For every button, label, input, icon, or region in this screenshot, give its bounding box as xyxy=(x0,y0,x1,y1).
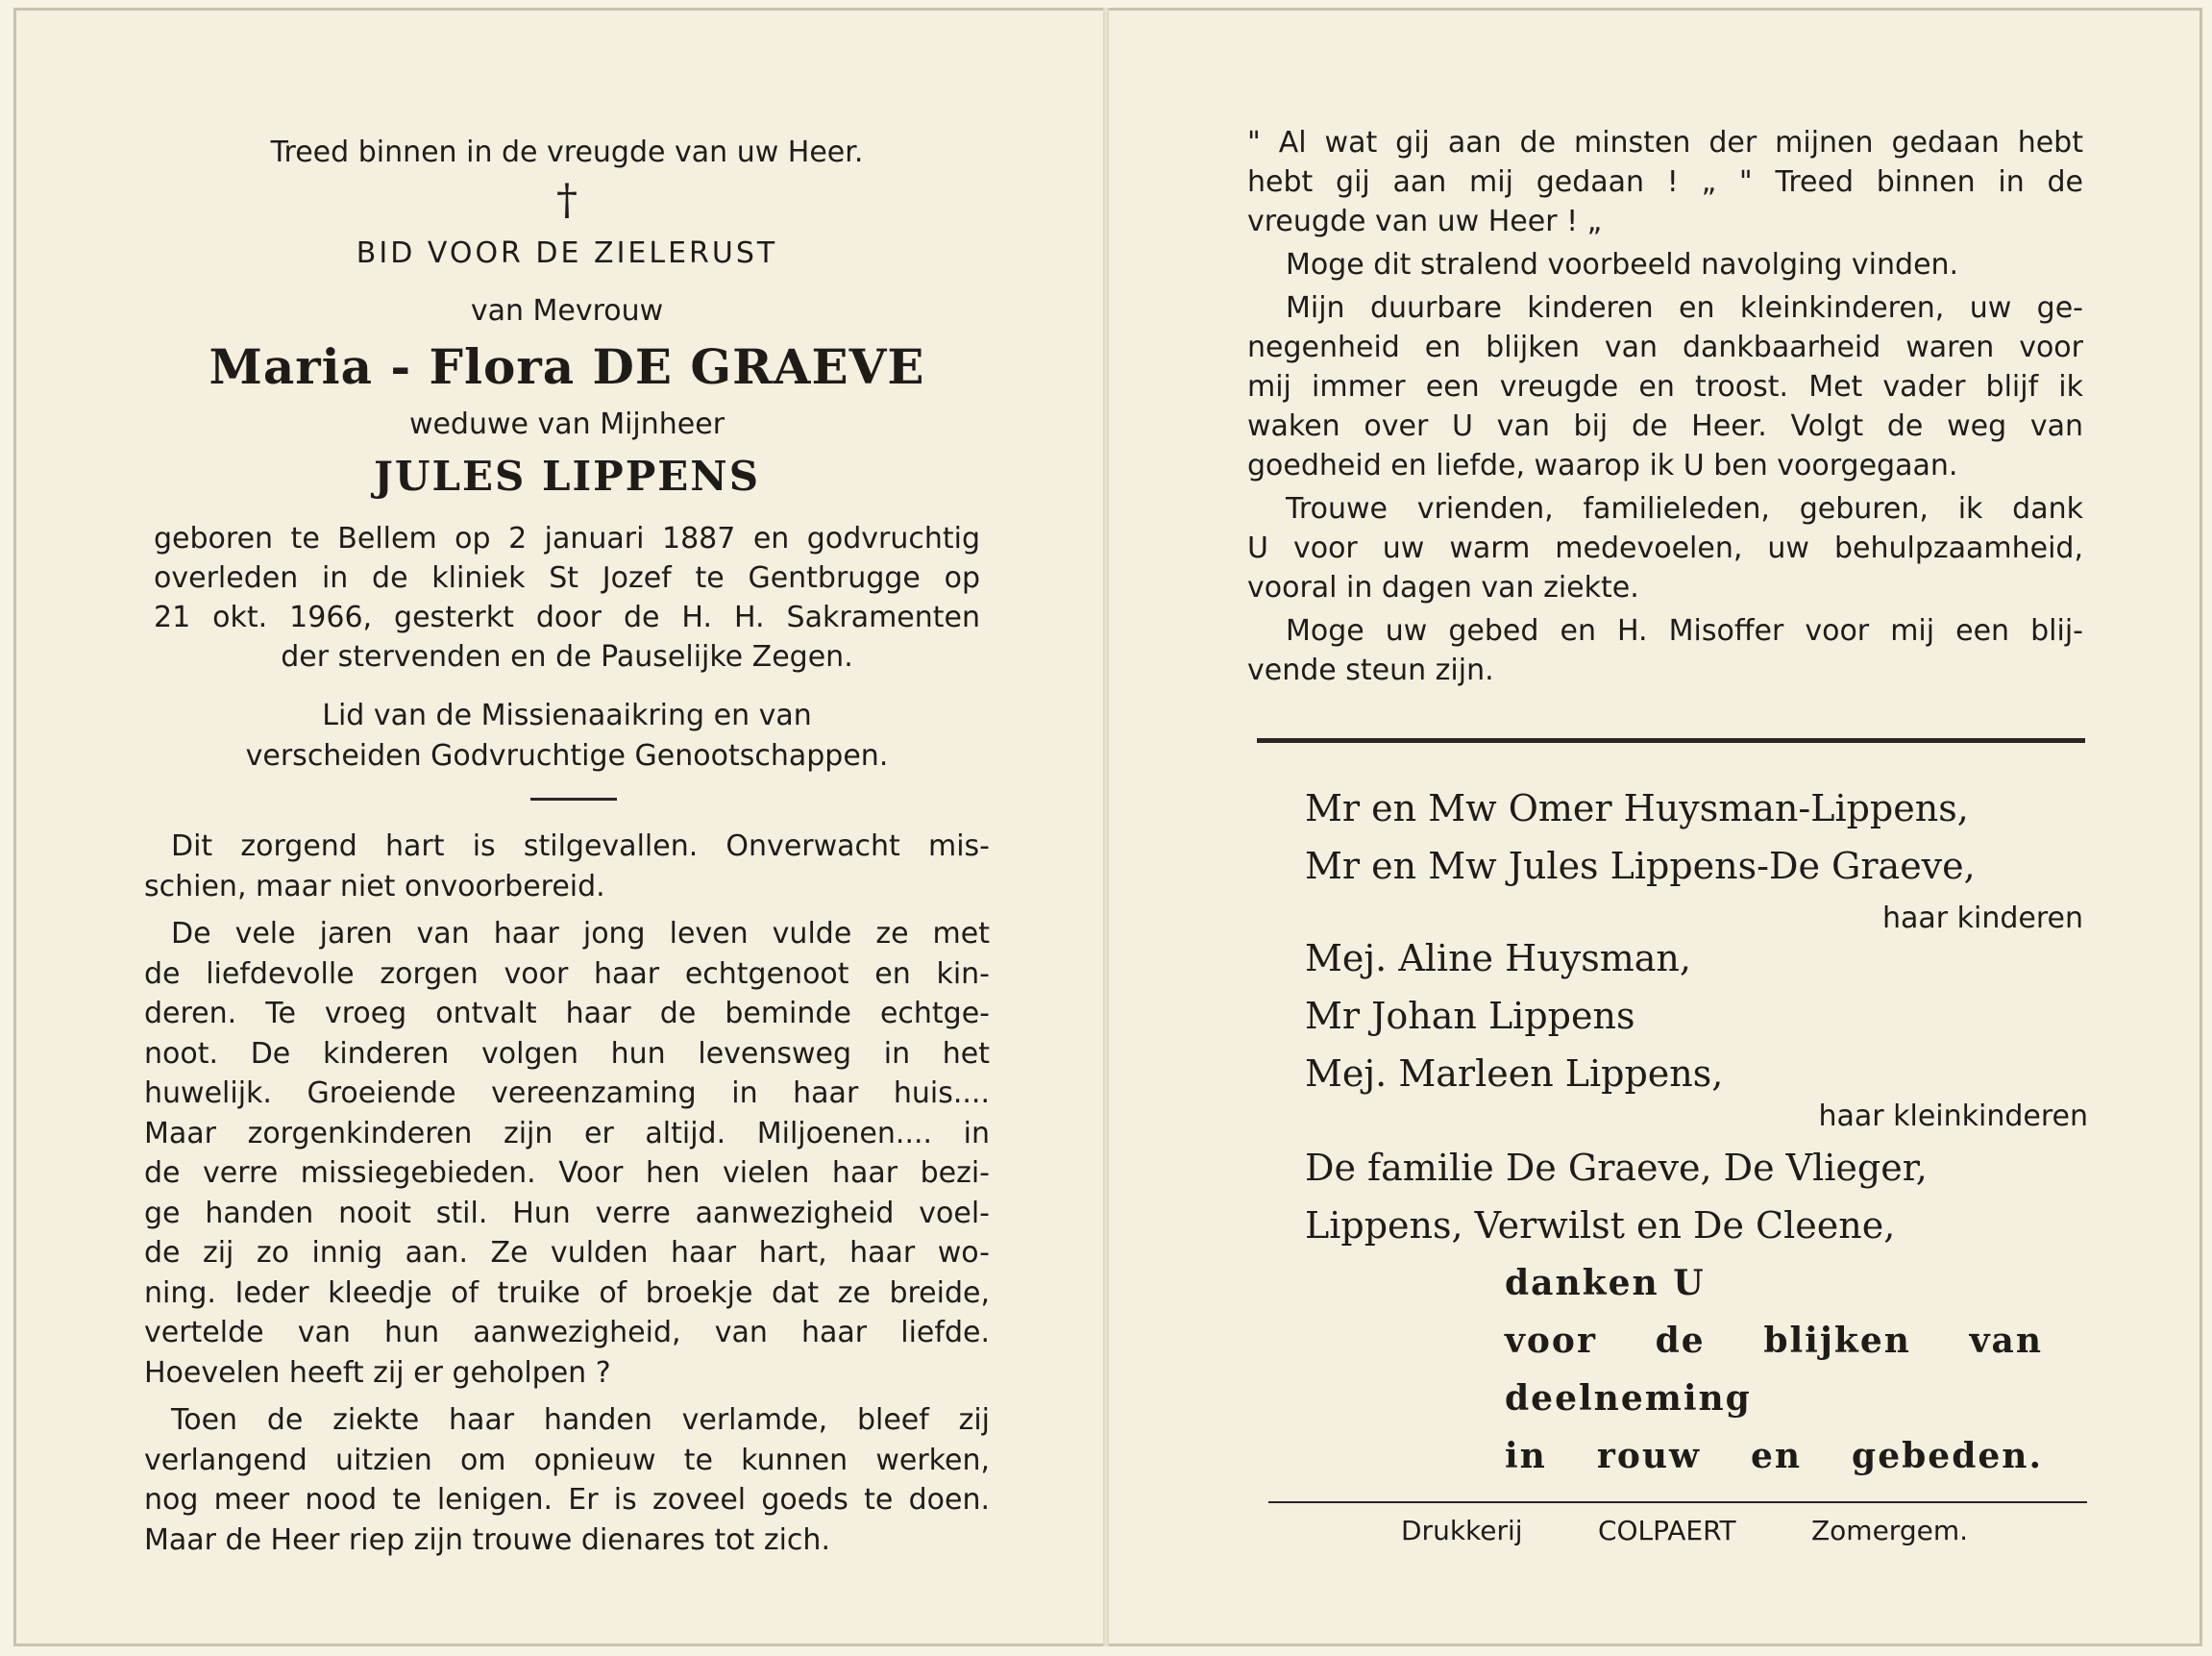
family-entry: Lippens, Verwilst en De Cleene, xyxy=(1305,1204,1896,1247)
of-lady: van Mevrouw xyxy=(470,294,664,328)
farewell-line: Mijn duurbare kinderen en kleinkinderen, uw ge- xyxy=(1286,291,2083,325)
card-fold xyxy=(1103,8,1109,1646)
farewell-line: vende steun zijn. xyxy=(1247,654,1494,687)
obituary-line: ge handen nooit stil. Hun verre aanwezigheid voel- xyxy=(144,1197,990,1230)
obituary-line: Hoevelen heeft zij er geholpen ? xyxy=(144,1356,611,1390)
farewell-line: vreugde van uw Heer ! „ xyxy=(1247,205,1603,238)
birth-line: der stervenden en de Pauselijke Zegen. xyxy=(281,640,853,674)
divider-thick xyxy=(1257,738,2085,743)
thanks-line: deelneming xyxy=(1505,1378,1752,1419)
thanks-line: in rouw en gebeden. xyxy=(1505,1436,2043,1476)
grandchild-entry: Mr Johan Lippens xyxy=(1305,995,1635,1037)
farewell-line: negenheid en blijken van dankbaarheid waren voor xyxy=(1247,331,2083,364)
thanks-line: danken U xyxy=(1505,1263,1706,1303)
farewell-line: Moge dit stralend voorbeeld navolging vinden. xyxy=(1286,248,1959,282)
obituary-line: huwelijk. Groeiende vereenzaming in haar huis.... xyxy=(144,1076,990,1110)
family-entry: De familie De Graeve, De Vlieger, xyxy=(1305,1147,1928,1189)
farewell-line: goedheid en liefde, waarop ik U ben voorgegaan. xyxy=(1247,449,1958,482)
grandchild-entry: Mej. Aline Huysman, xyxy=(1305,937,1691,979)
farewell-line: U voor uw warm medevoelen, uw behulpzaamheid, xyxy=(1247,531,2083,565)
farewell-line: vooral in dagen van ziekte. xyxy=(1247,571,1639,605)
member-line: Lid van de Missienaaikring en van xyxy=(322,699,812,732)
grandchild-entry: Mej. Marleen Lippens, xyxy=(1305,1052,1724,1095)
obituary-line: deren. Te vroeg ontvalt haar de beminde echtge- xyxy=(144,997,990,1030)
divider xyxy=(530,798,617,801)
cross-symbol: † xyxy=(556,176,578,225)
member-line: verscheiden Godvruchtige Genootschappen. xyxy=(245,739,889,773)
farewell-line: waken over U van bij de Heer. Volgt de weg van xyxy=(1247,409,2083,443)
widow-of: weduwe van Mijnheer xyxy=(408,408,725,441)
farewell-line: " Al wat gij aan de minsten der mijnen gedaan hebt xyxy=(1247,126,2083,160)
obituary-line: Toen de ziekte haar handen verlamde, bleef zij xyxy=(171,1403,990,1437)
motto: Treed binnen in de vreugde van uw Heer. xyxy=(270,136,864,169)
thanks-line: voor de blijken van xyxy=(1505,1321,2043,1361)
obituary-line: verlangend uitzien om opnieuw te kunnen werken, xyxy=(144,1444,990,1477)
obituary-line: Maar de Heer riep zijn trouwe dienares tot zich. xyxy=(144,1523,830,1557)
birth-line: geboren te Bellem op 2 januari 1887 en godvruchtig xyxy=(154,522,980,556)
farewell-line: mij immer een vreugde en troost. Met vader blijf ik xyxy=(1247,370,2083,404)
obituary-line: de zij zo innig aan. Ze vulden haar hart, haar wo- xyxy=(144,1236,990,1270)
grandchildren-label: haar kleinkinderen xyxy=(1818,1100,2088,1133)
obituary-line: vertelde van hun aanwezigheid, van haar liefde. xyxy=(144,1316,990,1349)
obituary-line: nog meer nood te lenigen. Er is zoveel goeds te doen. xyxy=(144,1483,990,1517)
obituary-line: schien, maar niet onvoorbereid. xyxy=(144,870,605,903)
child-entry: Mr en Mw Omer Huysman-Lippens, xyxy=(1305,787,1969,829)
children-label: haar kinderen xyxy=(1881,902,2083,935)
child-entry: Mr en Mw Jules Lippens-De Graeve, xyxy=(1305,845,1976,887)
deceased-name: Maria - Flora DE GRAEVE xyxy=(209,338,925,395)
obituary-line: noot. De kinderen volgen hun levensweg in het xyxy=(144,1037,990,1071)
obituary-line: ning. Ieder kleedje of truike of broekje dat ze breide, xyxy=(144,1276,990,1310)
farewell-line: Trouwe vrienden, familieleden, geburen, ik dank xyxy=(1286,492,2083,526)
farewell-line: Moge uw gebed en H. Misoffer voor mij een blij- xyxy=(1286,614,2083,648)
obituary-line: De vele jaren van haar jong leven vulde ze met xyxy=(171,917,990,951)
farewell-line: hebt gij aan mij gedaan ! „ " Treed binnen in de xyxy=(1247,165,2083,199)
obituary-line: Dit zorgend hart is stilgevallen. Onverwacht mis- xyxy=(171,829,990,863)
printer-credit: Drukkerij COLPAERT Zomergem. xyxy=(1401,1515,1968,1546)
birth-line: overleden in de kliniek St Jozef te Gentbrugge op xyxy=(154,561,980,595)
divider-bottom xyxy=(1268,1501,2087,1503)
obituary-line: de liefdevolle zorgen voor haar echtgenoot en kin- xyxy=(144,957,990,991)
prayer-heading: BID VOOR DE ZIELERUST xyxy=(356,236,778,270)
obituary-line: de verre missiegebieden. Voor hen vielen haar bezi- xyxy=(144,1156,990,1190)
birth-line: 21 okt. 1966, gesterkt door de H. H. Sakramenten xyxy=(154,601,980,634)
obituary-line: Maar zorgenkinderen zijn er altijd. Miljoenen.... in xyxy=(144,1117,990,1150)
husband-name: JULES LIPPENS xyxy=(373,453,761,500)
